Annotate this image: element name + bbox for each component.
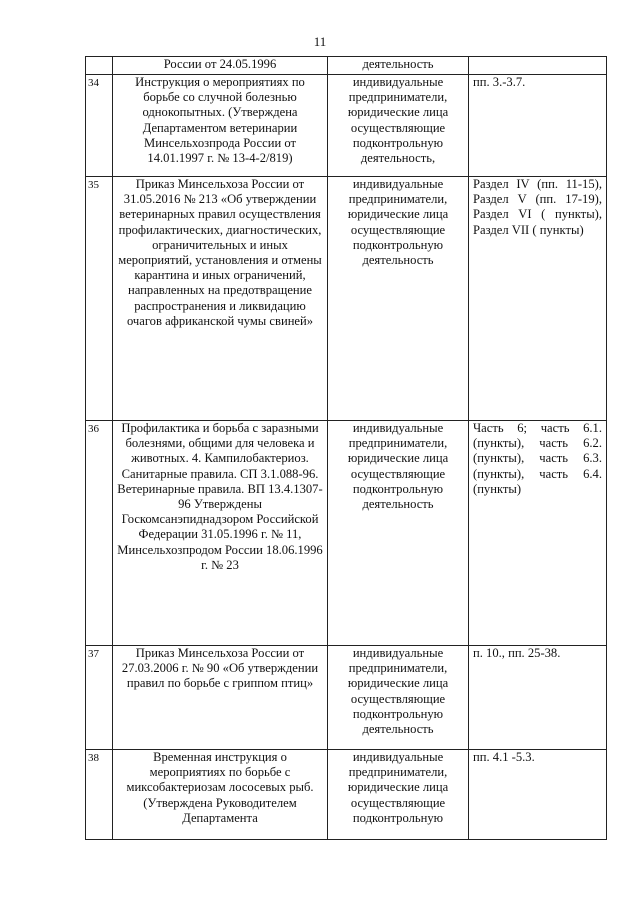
subjects-cell bbox=[328, 646, 469, 750]
subjects-cell bbox=[328, 750, 469, 840]
row-number-cell: 38 bbox=[86, 750, 113, 840]
subjects-text: индивидуальные предприниматели, юридические лица осуществляющие подконтрольную деятельность bbox=[347, 646, 449, 737]
references-text: Раздел IV (пп. 11-15), Раздел V (пп. 17-19), Раздел VI ( пункты), Раздел VII ( пункты) bbox=[473, 177, 602, 237]
document-cell bbox=[113, 421, 328, 646]
references-text: пп. 4.1 -5.3. bbox=[473, 750, 535, 764]
document-cell bbox=[113, 57, 328, 75]
references-text: п. 10., пп. 25-38. bbox=[473, 646, 561, 660]
document-text: России от 24.05.1996 bbox=[163, 57, 277, 71]
document-cell bbox=[113, 750, 328, 840]
document-text: Инструкция о мероприятиях по борьбе со случной болезнью однокопытных. (Утверждена Департаментом ветеринарии Минсельхозпрода России от 14.01.1997 г. № 13-4-2/819) bbox=[135, 75, 305, 166]
table-row bbox=[86, 75, 607, 177]
table-row bbox=[86, 177, 607, 421]
references-text: пп. 3.-3.7. bbox=[473, 75, 526, 89]
table-row bbox=[86, 750, 607, 840]
document-text: Временная инструкция о мероприятиях по борьбе с миксобактериозам лососевых рыб. (Утверждена Руководителем Департамента bbox=[126, 750, 314, 825]
subjects-cell bbox=[328, 57, 469, 75]
subjects-text: индивидуальные предприниматели, юридические лица осуществляющие подконтрольную bbox=[347, 750, 449, 825]
document-text: Приказ Минсельхоза России от 31.05.2016 № 213 «Об утверждении ветеринарных правил осуществления профилактических, диагностических, ограничительных и иных мероприятий, установления и отмены карантина и иных ограничений, направленных на предотвращение распространения и ликвидацию очагов африканской чумы свиней» bbox=[118, 177, 322, 328]
subjects-cell bbox=[328, 75, 469, 177]
row-number-cell: 34 bbox=[86, 75, 113, 177]
table-row bbox=[86, 421, 607, 646]
table-row bbox=[86, 57, 607, 75]
document-cell bbox=[113, 646, 328, 750]
row-number-cell bbox=[86, 57, 113, 75]
document-text: Профилактика и борьба с заразными болезнями, общими для человека и животных. 4. Кампилобактериоз. Санитарные правила. СП 3.1.088-96. Ветеринарные правила. ВП 13.4.1307-96 Утверждены Госкомсанэпиднадзором Российской Федерации 31.05.1996 г. № 11, Минсельхозпродом России 18.06.1996 г. № 23 bbox=[117, 421, 323, 572]
document-text: Приказ Минсельхоза России от 27.03.2006 г. № 90 «Об утверждении правил по борьбе с гриппом птиц» bbox=[121, 646, 319, 691]
references-text: Часть 6; часть 6.1. (пункты), часть 6.2. (пункты), часть 6.3. (пункты), часть 6.4. (пункты) bbox=[473, 421, 602, 496]
subjects-cell bbox=[328, 421, 469, 646]
row-number-cell: 37 bbox=[86, 646, 113, 750]
row-number-cell: 35 bbox=[86, 177, 113, 421]
references-cell bbox=[469, 177, 607, 421]
subjects-text: индивидуальные предприниматели, юридические лица осуществляющие подконтрольную деятельность bbox=[347, 177, 449, 268]
regulations-table bbox=[85, 56, 607, 840]
subjects-cell bbox=[328, 177, 469, 421]
document-cell bbox=[113, 75, 328, 177]
subjects-text: индивидуальные предприниматели, юридические лица осуществляющие подконтрольную деятельность, bbox=[347, 75, 449, 166]
references-cell bbox=[469, 750, 607, 840]
table-row bbox=[86, 646, 607, 750]
subjects-text: индивидуальные предприниматели, юридические лица осуществляющие подконтрольную деятельность bbox=[347, 421, 449, 512]
references-cell bbox=[469, 57, 607, 75]
references-cell bbox=[469, 421, 607, 646]
document-cell bbox=[113, 177, 328, 421]
page-number: 11 bbox=[313, 34, 327, 49]
row-number-cell: 36 bbox=[86, 421, 113, 646]
references-cell bbox=[469, 646, 607, 750]
references-cell bbox=[469, 75, 607, 177]
subjects-text: деятельность bbox=[362, 57, 434, 71]
